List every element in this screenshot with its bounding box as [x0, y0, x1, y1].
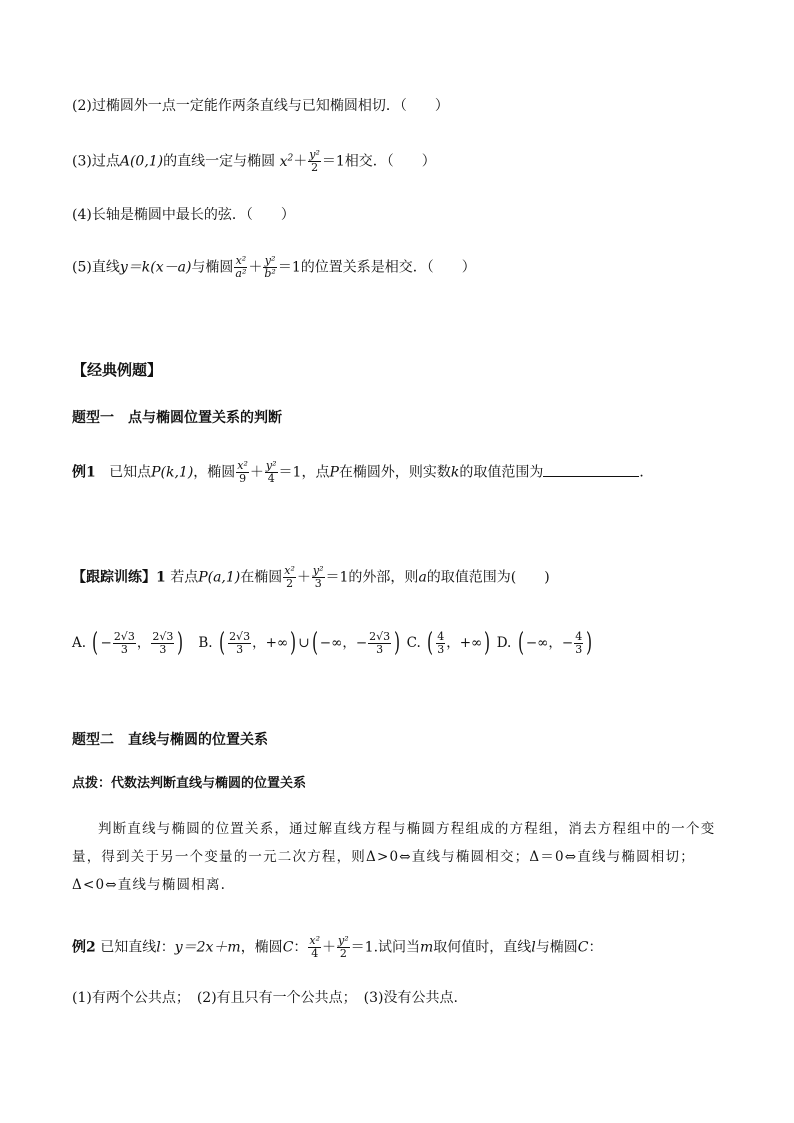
q5-frac-x: $\frac{\text{x²}}{\text{a²}}$ [235, 254, 247, 280]
paren-close: ) [290, 628, 297, 658]
ex2-text-g: 与椭圆 [535, 939, 578, 956]
option-a-minus: − [100, 634, 112, 651]
ex1-text-c: ＝1，点 [278, 464, 330, 481]
q3-x2: $x^2$ [279, 153, 294, 170]
paren-open: ( [517, 628, 524, 658]
ex1-p: P [329, 464, 339, 481]
option-b-inf: +∞ [265, 634, 289, 651]
ex2-text-e: ＝1.试问当 [350, 939, 421, 956]
ex2-line-eq: y＝2x＋m [174, 939, 241, 956]
question-3: (3)过点A(0,1)的直线一定与椭圆 $x^2+$ $\frac{\text{y²}}{2}$ ＝1相交．（ ） [72, 148, 436, 175]
section-title: 【经典例题】 [72, 361, 163, 379]
question-4 [72, 205, 295, 225]
ex1-frac-y: $\frac{\text{y²}}{4}$ [265, 459, 277, 485]
option-c-label: C. [406, 634, 421, 651]
paren-open: ( [218, 628, 226, 658]
ex2-C: C [282, 939, 294, 956]
union-symbol: ∪ [298, 634, 310, 651]
example-2: 例2 已知直线l：y＝2x＋m，椭圆C： $\frac{\text{x²}}{4}$ ＋ $\frac{\text{y²}}{2}$ ＝1.试问当m取何值时，直线l与椭圆C： [72, 934, 603, 960]
ex1-text-d: 在椭圆外，则实数 [338, 464, 451, 481]
ex2-text-a: 已知直线 [100, 939, 157, 956]
type-2-heading: 题型二 直线与椭圆的位置关系 [72, 732, 268, 748]
option-d-comma: ， [548, 634, 562, 651]
training-label: 【跟踪训练】1 [72, 569, 166, 586]
paren-close: ) [586, 628, 593, 658]
option-a[interactable] [72, 628, 190, 658]
option-d-frac: $\frac{4}{3}$ [575, 629, 583, 656]
option-a-label: A. [72, 634, 87, 651]
option-b-label: B. [198, 634, 213, 651]
answer-blank[interactable] [543, 462, 639, 477]
example-1-label: 例1 [72, 464, 96, 481]
paren-close: ) [177, 628, 184, 658]
paren-open: ( [427, 628, 434, 658]
q5-text-a: (5)直线 [72, 259, 120, 276]
option-c[interactable] [406, 628, 497, 658]
train-text-c: ＝1的外部，则 [325, 569, 419, 586]
tip-title: 点拨：代数法判断直线与椭圆的位置关系 [72, 776, 307, 791]
ex1-end: ． [639, 464, 654, 481]
question-2-text: (2)过椭圆外一点一定能作两条直线与已知椭圆相切．（ ） [72, 98, 449, 114]
ex2-frac-y: $\frac{\text{y²}}{2}$ [338, 934, 349, 960]
option-d-label: D. [496, 634, 512, 651]
example-2-parts: (1)有两个公共点； (2)有且只有一个公共点； (3)没有公共点. [72, 990, 458, 1006]
answer-options [72, 630, 594, 656]
option-b[interactable] [198, 628, 406, 658]
ex2-C-2: C [577, 939, 589, 956]
training-1: 【跟踪训练】1 若点P(a,1)在椭圆 $\frac{\text{x²}}{2}$ ＋ $\frac{\text{y²}}{3}$ ＝1的外部，则a的取值范围为( ) [72, 564, 550, 590]
q3-point: A(0,1) [119, 153, 164, 170]
type-1-heading: 题型一 点与椭圆位置关系的判断 [72, 410, 282, 426]
paren-open: ( [311, 628, 318, 658]
train-frac-x: $\frac{\text{x²}}{2}$ [284, 564, 295, 590]
train-text-b: 在椭圆 [240, 569, 283, 586]
q3-text-c: ＝1相交．（ ） [321, 153, 436, 170]
ex1-text-a: 已知点 [109, 464, 152, 481]
option-b-comma-2: ， [342, 634, 356, 651]
paren-close: ) [394, 628, 401, 658]
paren-close: ) [484, 628, 491, 658]
tip-body: 判断直线与椭圆的位置关系，通过解直线方程与椭圆方程组成的方程组，消去方程组中的一个变量，得到关于另一个变量的一元二次方程，则Δ>0⇔直线与椭圆相交；Δ＝0⇔直线与椭圆相切；Δ<0⇔直线与椭圆相离. [72, 821, 716, 893]
option-c-frac: $\frac{4}{3}$ [437, 629, 445, 656]
question-2 [72, 96, 449, 116]
ex1-frac-x: $\frac{\text{x²}}{9}$ [237, 459, 248, 485]
ex2-m: m [420, 939, 434, 956]
option-d[interactable] [496, 628, 595, 658]
option-c-inf: +∞ [459, 634, 483, 651]
ex2-l: l [156, 939, 161, 956]
question-4-text: (4)长轴是椭圆中最长的弦．（ ） [72, 207, 295, 223]
ex2-colon-2: ： [293, 939, 308, 956]
question-5: (5)直线y＝k(x－a)与椭圆 $\frac{\text{x²}}{\text{a²}}$ ＋ $\frac{\text{y²}}{\text{b²}}$ ＝1的位置关系是相交．（ ） [72, 254, 476, 280]
option-d-minus: − [561, 634, 574, 651]
q3-fraction: $\frac{\text{y²}}{2}$ [309, 148, 320, 175]
ex2-frac-x: $\frac{\text{x²}}{4}$ [309, 934, 321, 960]
train-point: P(a,1) [198, 569, 241, 586]
q3-text-b: 的直线一定与椭圆 [163, 153, 276, 170]
q3-text-a: (3)过点 [72, 153, 120, 170]
example-1: 例1 已知点P(k,1)，椭圆 $\frac{\text{x²}}{9}$ ＋ $\frac{\text{y²}}{4}$ ＝1，点P在椭圆外，则实数k的取值范围为 ． [72, 459, 654, 485]
ex2-text-c: ，椭圆 [240, 939, 283, 956]
ex1-k: k [450, 464, 460, 481]
q5-line-eq: y＝k(x－a) [119, 259, 192, 276]
option-b-comma-1: ， [252, 634, 266, 651]
option-a-frac-1: $\frac{2√3}{3}$ [113, 629, 135, 656]
ex1-text-b: ，椭圆 [193, 464, 236, 481]
ex2-colon-1: ： [160, 939, 175, 956]
train-var-a: a [418, 569, 427, 586]
option-a-frac-2: $\frac{2√3}{3}$ [152, 629, 174, 656]
example-2-label: 例2 [72, 939, 96, 956]
ex1-point: P(k,1) [151, 464, 194, 481]
option-a-comma: ， [136, 634, 151, 651]
option-b-frac-2: $\frac{2√3}{3}$ [369, 629, 391, 656]
option-b-ninf: −∞ [319, 634, 343, 651]
ex1-text-e: 的取值范围为 [459, 464, 544, 481]
option-d-ninf: −∞ [525, 634, 549, 651]
option-c-comma: ， [446, 634, 460, 651]
ex2-text-f: 取何值时，直线 [433, 939, 532, 956]
option-b-minus: − [355, 634, 368, 651]
train-text-a: 若点 [170, 569, 199, 586]
train-frac-y: $\frac{\text{y²}}{3}$ [312, 564, 324, 590]
ex2-l-2: l [531, 939, 536, 956]
option-b-frac-1: $\frac{2√3}{3}$ [229, 629, 251, 656]
paren-open: ( [92, 628, 99, 658]
ex2-colon-3: ： [588, 939, 603, 956]
train-text-d: 的取值范围为( ) [426, 569, 550, 586]
q5-text-d: ＝1的位置关系是相交．（ ） [277, 259, 476, 276]
q5-text-c: 与椭圆 [191, 259, 234, 276]
q5-frac-y: $\frac{\text{y²}}{\text{b²}}$ [264, 254, 276, 280]
